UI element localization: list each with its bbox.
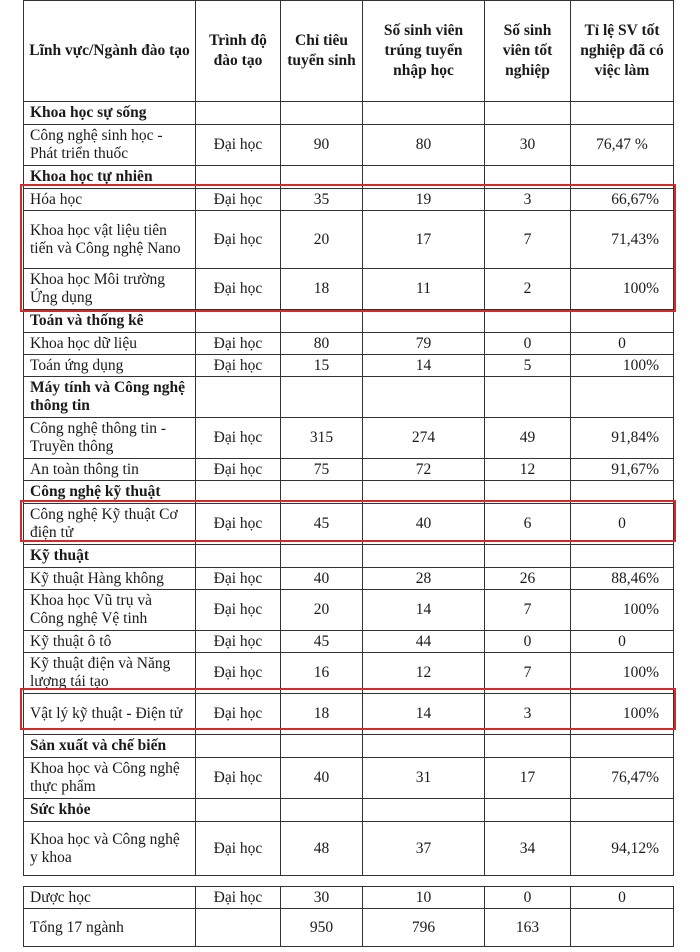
graduated-cell: 2 — [485, 269, 571, 310]
admitted-cell: 28 — [363, 568, 485, 590]
graduated-cell: 3 — [485, 189, 571, 211]
category-natural-sciences: Khoa học tự nhiên — [24, 166, 196, 189]
level-cell: Đại học — [196, 355, 281, 377]
table-row — [24, 653, 674, 694]
graduated-cell: 7 — [485, 211, 571, 269]
admitted-cell: 12 — [363, 653, 485, 694]
level-cell: Đại học — [196, 333, 281, 355]
header-row — [24, 1, 674, 102]
admitted-cell: 11 — [363, 269, 485, 310]
admitted-cell: 17 — [363, 211, 485, 269]
target-cell: 15 — [281, 355, 363, 377]
graduated-cell: 7 — [485, 653, 571, 694]
category-row — [24, 310, 674, 333]
employed-cell: 0 — [571, 631, 674, 653]
program-name: Công nghệ thông tin - Truyền thông — [24, 418, 196, 459]
employed-cell: 76,47% — [571, 758, 674, 799]
level-cell: Đại học — [196, 568, 281, 590]
admitted-cell: 14 — [363, 590, 485, 631]
target-cell: 30 — [281, 887, 363, 909]
table-row — [24, 125, 674, 166]
admitted-cell: 40 — [363, 504, 485, 545]
program-name: Kỹ thuật điện và Năng lượng tái tạo — [24, 653, 196, 694]
employed-cell: 0 — [571, 504, 674, 545]
employed-cell: 66,67% — [571, 189, 674, 211]
target-cell: 18 — [281, 269, 363, 310]
level-cell: Đại học — [196, 504, 281, 545]
graduated-cell: 26 — [485, 568, 571, 590]
category-row — [24, 481, 674, 504]
header-target: Chỉ tiêu tuyển sinh — [281, 1, 363, 102]
program-name: Kỹ thuật ô tô — [24, 631, 196, 653]
table-row — [24, 694, 674, 735]
program-name: Khoa học Vũ trụ và Công nghệ Vệ tinh — [24, 590, 196, 631]
employed-cell: 71,43% — [571, 211, 674, 269]
employed-cell: 76,47 % — [571, 125, 674, 166]
header-field: Lĩnh vực/Ngành đào tạo — [24, 1, 196, 102]
admitted-cell: 274 — [363, 418, 485, 459]
employed-cell: 88,46% — [571, 568, 674, 590]
program-name: Khoa học và Công nghệ thực phẩm — [24, 758, 196, 799]
table-row — [24, 333, 674, 355]
level-cell: Đại học — [196, 590, 281, 631]
total-row — [24, 909, 674, 947]
admitted-cell: 19 — [363, 189, 485, 211]
employed-cell: 100% — [571, 590, 674, 631]
table-row — [24, 822, 674, 876]
graduated-cell: 5 — [485, 355, 571, 377]
level-cell: Đại học — [196, 822, 281, 876]
category-row — [24, 166, 674, 189]
total-graduated: 163 — [485, 909, 571, 947]
target-cell: 315 — [281, 418, 363, 459]
header-employed: Tỉ lệ SV tốt nghiệp đã có việc làm — [571, 1, 674, 102]
level-cell: Đại học — [196, 125, 281, 166]
target-cell: 45 — [281, 631, 363, 653]
admitted-cell: 31 — [363, 758, 485, 799]
table-row — [24, 355, 674, 377]
table-row — [24, 504, 674, 545]
total-label: Tổng 17 ngành — [24, 909, 196, 947]
employed-cell: 0 — [571, 887, 674, 909]
level-cell: Đại học — [196, 459, 281, 481]
graduated-cell: 6 — [485, 504, 571, 545]
category-row — [24, 799, 674, 822]
employed-cell: 94,12% — [571, 822, 674, 876]
table-row — [24, 758, 674, 799]
level-cell: Đại học — [196, 269, 281, 310]
category-health: Sức khỏe — [24, 799, 196, 822]
category-row — [24, 545, 674, 568]
category-manufacturing: Sản xuất và chế biến — [24, 735, 196, 758]
level-cell: Đại học — [196, 189, 281, 211]
graduated-cell: 0 — [485, 333, 571, 355]
table-row — [24, 568, 674, 590]
graduated-cell: 3 — [485, 694, 571, 735]
graduated-cell: 34 — [485, 822, 571, 876]
category-engineering: Kỹ thuật — [24, 545, 196, 568]
program-name: Khoa học và Công nghệ y khoa — [24, 822, 196, 876]
level-cell: Đại học — [196, 887, 281, 909]
employed-cell: 91,67% — [571, 459, 674, 481]
target-cell: 20 — [281, 590, 363, 631]
graduated-cell: 12 — [485, 459, 571, 481]
total-admitted: 796 — [363, 909, 485, 947]
level-cell: Đại học — [196, 694, 281, 735]
header-graduated: Số sinh viên tốt nghiệp — [485, 1, 571, 102]
admitted-cell: 14 — [363, 355, 485, 377]
admitted-cell: 44 — [363, 631, 485, 653]
employed-cell: 100% — [571, 355, 674, 377]
employed-cell: 0 — [571, 333, 674, 355]
program-name: Công nghệ Kỹ thuật Cơ điện tử — [24, 504, 196, 545]
admitted-cell: 72 — [363, 459, 485, 481]
employed-cell: 100% — [571, 269, 674, 310]
table-row — [24, 418, 674, 459]
category-engineering-tech: Công nghệ kỹ thuật — [24, 481, 196, 504]
admitted-cell: 80 — [363, 125, 485, 166]
table-row — [24, 887, 674, 909]
training-stats-table — [23, 0, 674, 947]
header-level: Trình độ đào tạo — [196, 1, 281, 102]
target-cell: 20 — [281, 211, 363, 269]
target-cell: 18 — [281, 694, 363, 735]
graduated-cell: 0 — [485, 887, 571, 909]
program-name: Khoa học dữ liệu — [24, 333, 196, 355]
category-row — [24, 102, 674, 125]
admitted-cell: 37 — [363, 822, 485, 876]
target-cell: 40 — [281, 568, 363, 590]
graduated-cell: 17 — [485, 758, 571, 799]
program-name: Dược học — [24, 887, 196, 909]
category-computing-it: Máy tính và Công nghệ thông tin — [24, 377, 196, 418]
admitted-cell: 79 — [363, 333, 485, 355]
program-name: Khoa học Môi trường Ứng dụng — [24, 269, 196, 310]
category-math-stats: Toán và thống kê — [24, 310, 196, 333]
table-row — [24, 189, 674, 211]
table-row — [24, 269, 674, 310]
target-cell: 90 — [281, 125, 363, 166]
target-cell: 35 — [281, 189, 363, 211]
table-row — [24, 590, 674, 631]
category-row — [24, 377, 674, 418]
employed-cell: 100% — [571, 653, 674, 694]
target-cell: 45 — [281, 504, 363, 545]
graduated-cell: 49 — [485, 418, 571, 459]
program-name: Công nghệ sinh học - Phát triển thuốc — [24, 125, 196, 166]
category-life-sciences: Khoa học sự sống — [24, 102, 196, 125]
program-name: Kỹ thuật Hàng không — [24, 568, 196, 590]
level-cell: Đại học — [196, 758, 281, 799]
program-name: Toán ứng dụng — [24, 355, 196, 377]
admitted-cell: 10 — [363, 887, 485, 909]
level-cell: Đại học — [196, 211, 281, 269]
table-row — [24, 211, 674, 269]
program-name: Khoa học vật liệu tiên tiến và Công nghệ Nano — [24, 211, 196, 269]
category-row — [24, 735, 674, 758]
program-name: Hóa học — [24, 189, 196, 211]
total-target: 950 — [281, 909, 363, 947]
graduated-cell: 30 — [485, 125, 571, 166]
table-row — [24, 631, 674, 653]
employed-cell: 91,84% — [571, 418, 674, 459]
level-cell: Đại học — [196, 631, 281, 653]
employed-cell: 100% — [571, 694, 674, 735]
admitted-cell: 14 — [363, 694, 485, 735]
target-cell: 75 — [281, 459, 363, 481]
header-admitted: Số sinh viên trúng tuyển nhập học — [363, 1, 485, 102]
program-name: Vật lý kỹ thuật - Điện tử — [24, 694, 196, 735]
level-cell: Đại học — [196, 418, 281, 459]
target-cell: 48 — [281, 822, 363, 876]
level-cell: Đại học — [196, 653, 281, 694]
graduated-cell: 7 — [485, 590, 571, 631]
target-cell: 80 — [281, 333, 363, 355]
graduated-cell: 0 — [485, 631, 571, 653]
target-cell: 16 — [281, 653, 363, 694]
target-cell: 40 — [281, 758, 363, 799]
program-name: An toàn thông tin — [24, 459, 196, 481]
table-row — [24, 459, 674, 481]
